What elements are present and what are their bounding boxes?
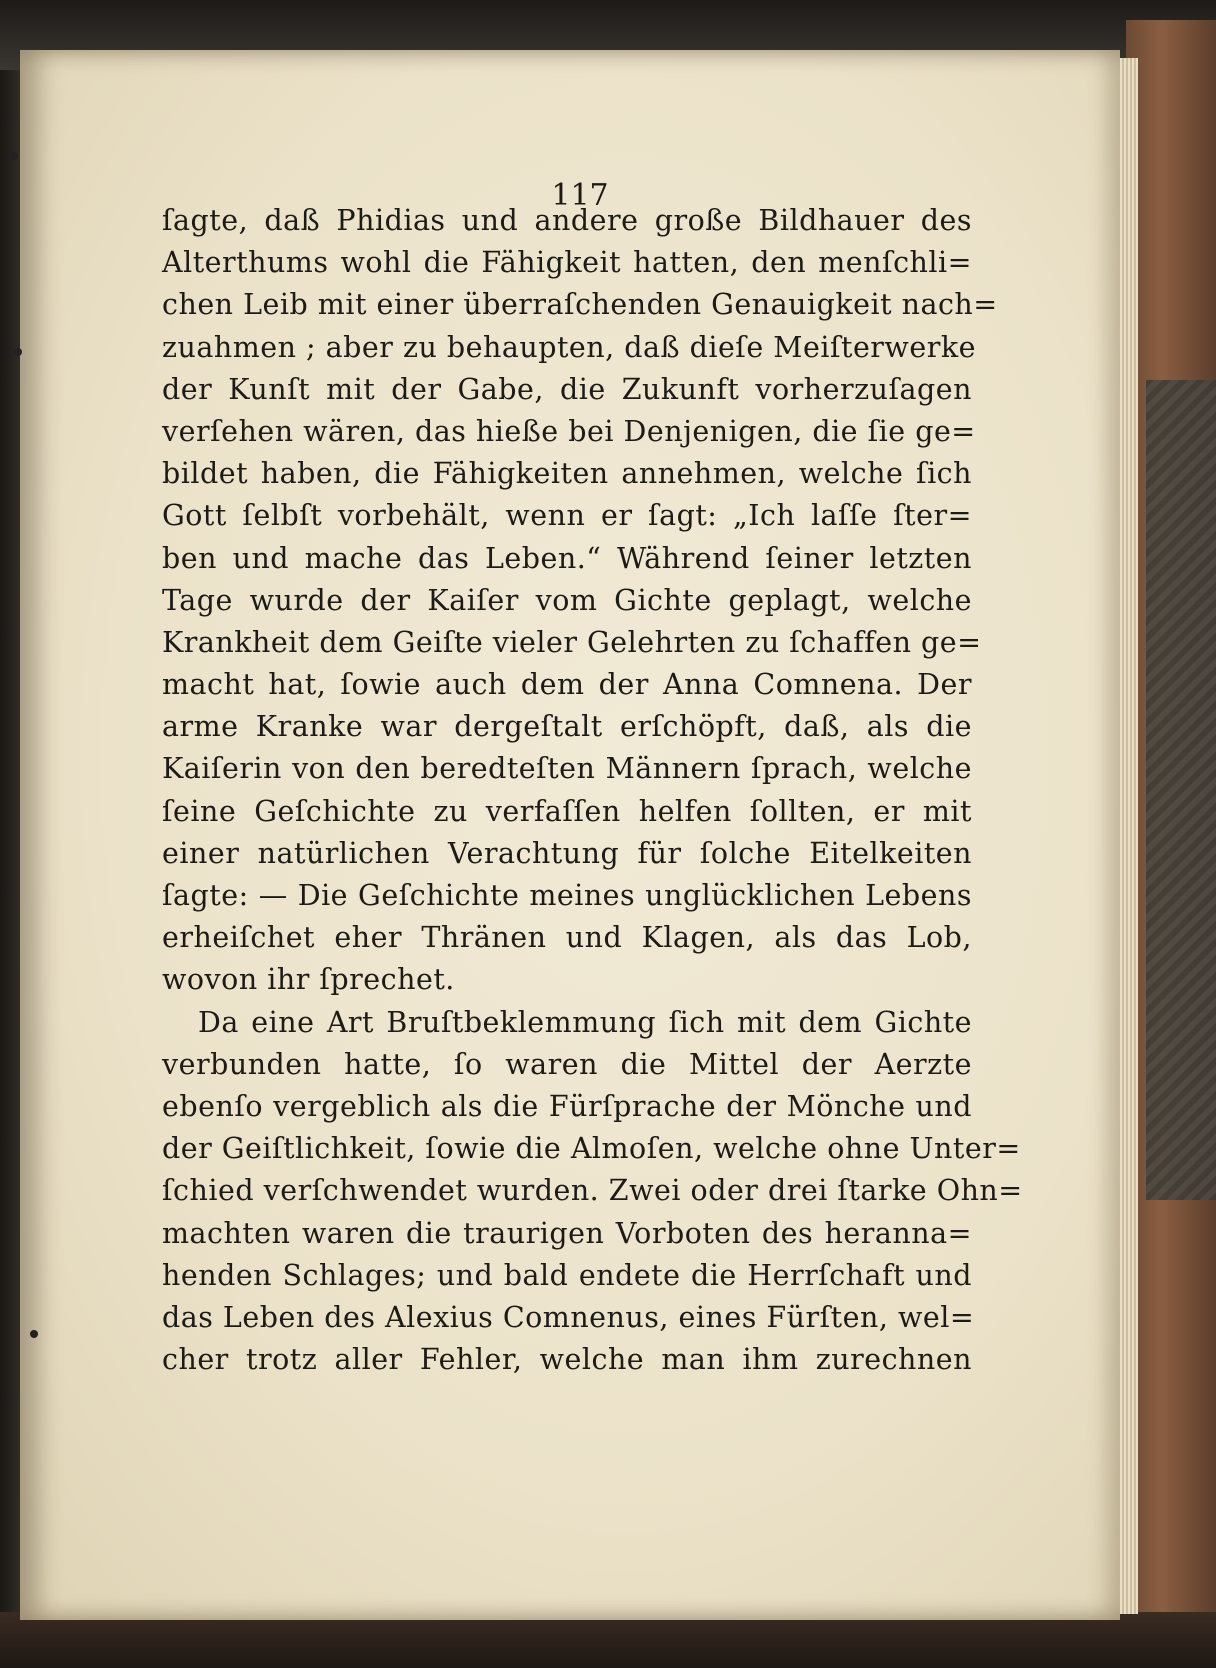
text-line: ſagte: — Die Geſchichte meines unglücklichen Lebens bbox=[162, 879, 972, 912]
text-line: Gott ſelbſt vorbehält, wenn er ſagt: „Ich laſſe ſter= bbox=[162, 499, 972, 533]
text-line: Alterthums wohl die Fähigkeit hatten, den menſchli= bbox=[162, 246, 972, 280]
text-line: bildet haben, die Fähigkeiten annehmen, welche ſich bbox=[162, 457, 972, 491]
page-number: 117 bbox=[551, 178, 609, 213]
text-line: henden Schlages; und bald endete die Herrſchaft und bbox=[162, 1258, 972, 1292]
text-line: ben und mache das Leben.“ Während ſeiner letzten bbox=[162, 541, 972, 575]
text-line: machten waren die traurigen Vorboten des heranna= bbox=[162, 1216, 972, 1250]
text-line: erheiſchet eher Thränen und Klagen, als das Lob, bbox=[162, 921, 972, 955]
text-line: Kaiſerin von den beredteſten Männern ſprach, welche bbox=[162, 752, 972, 786]
text-line: der Geiſtlichkeit, ſowie die Almoſen, welche ohne Unter= bbox=[162, 1132, 1021, 1166]
text-line: arme Kranke war dergeſtalt erſchöpft, daß, als die bbox=[162, 710, 972, 744]
text-line: cher trotz aller Fehler, welche man ihm zurechnen bbox=[162, 1343, 972, 1377]
margin-mark bbox=[30, 1330, 38, 1338]
body-text bbox=[162, 200, 1023, 1381]
text-line: ſagte, daß Phidias und andere große Bildhauer des bbox=[162, 204, 972, 237]
text-line: ebenſo vergeblich als die Fürſprache der Mönche und bbox=[162, 1089, 972, 1123]
text-line: zuahmen ; aber zu behaupten, daß dieſe Meiſterwerke bbox=[162, 330, 976, 364]
text-line: Krankheit dem Geiſte vieler Gelehrten zu ſchaffen ge= bbox=[162, 625, 982, 659]
text-line-paragraph-end: wovon ihr ſprechet. bbox=[162, 963, 455, 997]
text-line: ſeine Geſchichte zu verfaſſen helfen ſollten, er mit bbox=[162, 794, 972, 828]
text-line: chen Leib mit einer überraſchenden Genauigkeit nach= bbox=[162, 288, 998, 322]
text-line: verſehen wären, das hieße bei Denjenigen, die ſie ge= bbox=[162, 414, 976, 448]
margin-mark bbox=[14, 348, 22, 356]
text-line: ſchied verſchwendet wurden. Zwei oder drei ſtarke Ohn= bbox=[162, 1174, 1023, 1208]
text-line: einer natürlichen Verachtung für ſolche Eitelkeiten bbox=[162, 836, 972, 870]
text-line-paragraph-start: Da eine Art Bruſtbeklemmung ſich mit dem Gichte bbox=[198, 1005, 972, 1039]
text-line: verbunden hatte, ſo waren die Mittel der Aerzte bbox=[162, 1047, 972, 1081]
book-cover-bottom bbox=[0, 1612, 1216, 1668]
text-line: das Leben des Alexius Comnenus, eines Fürſten, wel= bbox=[162, 1300, 975, 1334]
book-cover-board bbox=[1146, 380, 1216, 1200]
text-line: der Kunſt mit der Gabe, die Zukunft vorherzuſagen bbox=[162, 372, 972, 406]
text-line: Tage wurde der Kaiſer vom Gichte geplagt, welche bbox=[162, 583, 972, 617]
text-line: macht hat, ſowie auch dem der Anna Comnena. Der bbox=[162, 668, 972, 702]
margin-mark bbox=[10, 152, 18, 160]
